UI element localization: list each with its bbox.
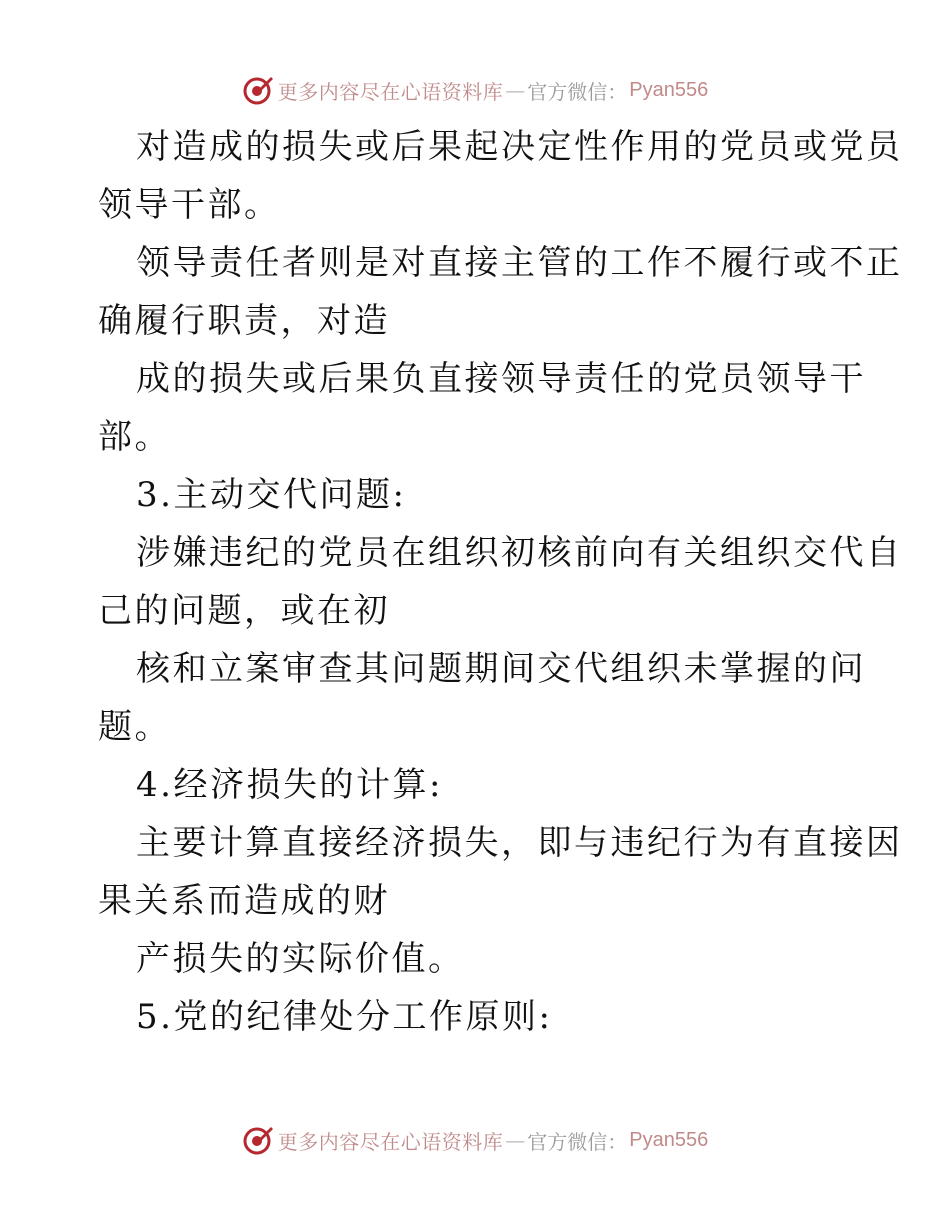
text-line: 己的问题，或在初 <box>98 591 390 631</box>
pen-logo-icon <box>242 1124 274 1156</box>
text-line: 领导责任者则是对直接主管的工作不履行或不正 <box>136 243 903 283</box>
text-line: 领导干部。 <box>98 185 281 225</box>
banner-wechat-label: 官方微信： <box>527 79 628 104</box>
banner-wechat-id: Pyan556 <box>629 78 709 101</box>
text-line: 3.主动交代问题: <box>136 475 407 515</box>
header-banner <box>0 70 950 110</box>
text-line: 部。 <box>98 417 171 457</box>
document-body <box>98 118 903 1046</box>
text-line: 4.经济损失的计算: <box>136 765 443 805</box>
text-line: 涉嫌违纪的党员在组织初核前向有关组织交代自 <box>136 533 903 573</box>
text-line: 对造成的损失或后果起决定性作用的党员或党员 <box>136 127 903 167</box>
text-line: 产损失的实际价值。 <box>136 939 465 979</box>
text-line: 果关系而造成的财 <box>98 881 390 921</box>
text-line: 题。 <box>98 707 171 747</box>
banner-title: 更多内容尽在心语资料库 <box>277 1129 504 1154</box>
footer-banner <box>0 1120 950 1160</box>
pen-logo-icon <box>242 74 274 106</box>
text-line: 成的损失或后果负直接领导责任的党员领导干 <box>136 359 866 399</box>
banner-wechat-label: 官方微信： <box>527 1129 628 1154</box>
text-line: 确履行职责，对造 <box>98 301 390 341</box>
text-line: 主要计算直接经济损失，即与违纪行为有直接因 <box>136 823 903 863</box>
banner-wechat-id: Pyan556 <box>629 1128 709 1151</box>
banner-separator: — <box>505 1128 526 1152</box>
text-line: 5.党的纪律处分工作原则: <box>136 997 553 1037</box>
banner-separator: — <box>505 78 526 102</box>
banner-title: 更多内容尽在心语资料库 <box>277 79 504 104</box>
text-line: 核和立案审查其问题期间交代组织未掌握的问 <box>136 649 866 689</box>
